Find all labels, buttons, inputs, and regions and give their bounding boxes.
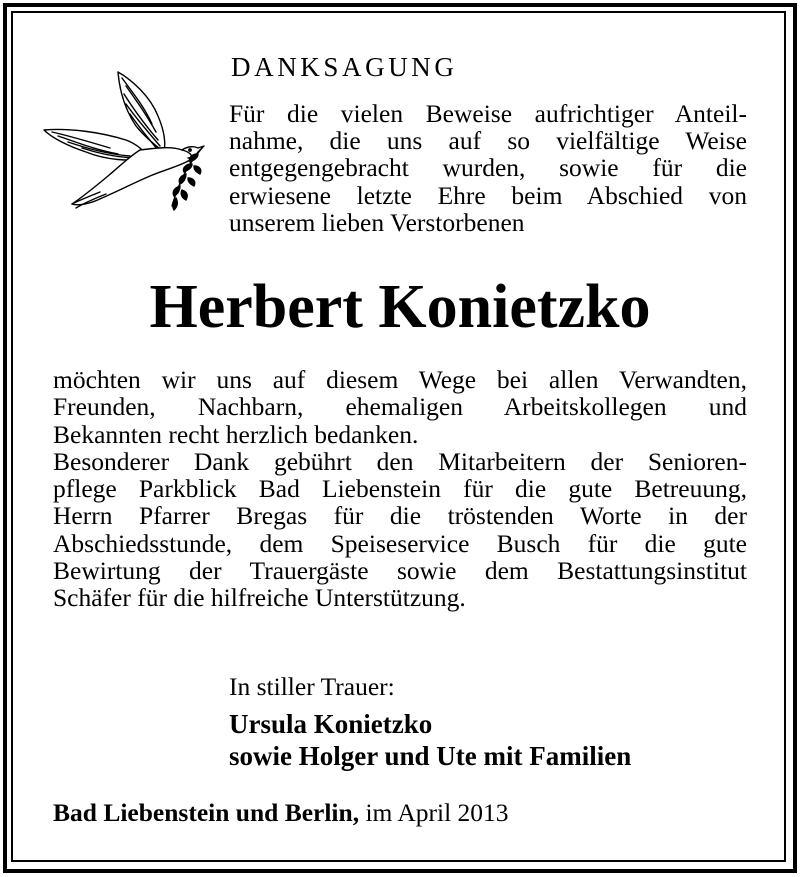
signers [229, 708, 631, 772]
intro-line: unserem lieben Verstorbenen [229, 207, 525, 237]
heading: DANKSAGUNG [231, 52, 458, 82]
body-line: Besonderer Dank gebührt den Mitarbeitern der Senioren- [53, 446, 747, 476]
body-paragraph [53, 366, 747, 612]
body-line: Freunden, Nachbarn, ehemaligen Arbeitskollegen und [53, 392, 747, 422]
intro-line: erwiesene letzte Ehre beim Abschied von [229, 180, 747, 210]
deceased-name: Herbert Konietzko [149, 273, 651, 341]
body-line: Schäfer für die hilfreiche Unterstützung. [53, 583, 466, 613]
body-line: Herrn Pfarrer Bregas für die tröstenden Worte in der [53, 501, 747, 531]
body-line: pflege Parkblick Bad Liebenstein für die gute Betreuung, [53, 474, 747, 504]
intro-line: Für die vielen Beweise aufrichtiger Anteil- [229, 99, 747, 128]
body-line: Bewirtung der Trauergäste sowie dem Bestattungsinstitut [53, 556, 747, 586]
intro-line: nahme, die uns auf so vielfältige Weise [229, 126, 747, 156]
mourning-label: In stiller Trauer: [229, 672, 395, 701]
body-line: Abschiedsstunde, dem Speiseservice Busch für die gute [53, 528, 747, 558]
intro-line: entgegengebracht wurden, sowie für die [229, 153, 747, 183]
body-line: Bekannten recht herzlich bedanken. [53, 419, 419, 449]
place-and-date [53, 798, 509, 828]
signer-line: sowie Holger und Ute mit Familien [229, 741, 632, 771]
place-text: Bad Liebenstein und Berlin, [53, 798, 360, 827]
body-line: möchten wir uns auf diesem Wege bei allen Verwandten, [53, 365, 747, 394]
date-text: im April 2013 [359, 798, 509, 827]
signer-line: Ursula Konietzko [229, 709, 433, 739]
dove-icon [40, 66, 208, 218]
intro-paragraph [229, 100, 747, 236]
